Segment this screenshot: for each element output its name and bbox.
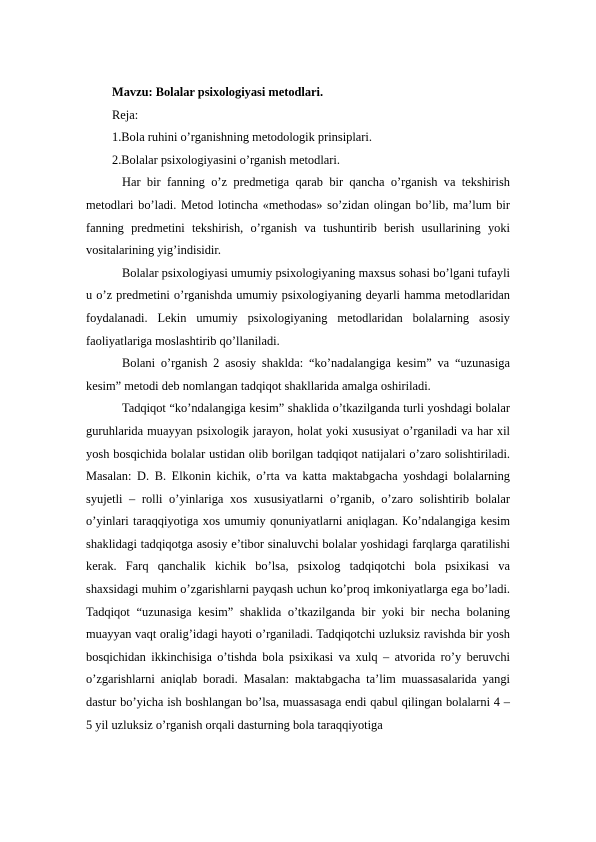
paragraph: Tadqiqot “ko’ndalangiga kesim” shaklida o’tkazilganda turli yoshdagi bolalar guruhlarida muayyan psixologik jarayon, holat yoki xususiyat o’rganiladi va har xil yosh bosqichida bolalar ustidan olib borilgan tadqiqot natijalari o’zaro solishtiriladi. Masalan: D. B. Elkonin kichik, o’rta va katta maktabgacha yoshdagi bolalarning syujetli – rolli o’yinlariga xos xususiyatlarni o’rganib, o’zaro solishtirib bolalar o’yinlari taraqqiyotiga xos umumiy qonuniyatlarni aniqlagan. Ko’ndalangiga kesim shaklidagi tadqiqotga asosiy e’tibor sinaluvchi bolalar yoshidagi farqlarga qaratilishi kerak. Farq qanchalik kichik bo’lsa, psixolog tadqiqotchi bola psixikasi va shaxsidagi muhim o’zgarishlarni payqash uchun ko’proq imkoniyatlarga ega bo’ladi. Tadqiqot “uzunasiga kesim” shaklida o’tkazilganda bir yoki bir necha bolaning muayyan vaqt oralig’idagi hayoti o’rganiladi. Tadqiqotchi uzluksiz ravishda bir yosh bosqichidan ikkinchisiga o’tishda bola psixikasi va xulq – atvorida ro’y beruvchi o’zgarishlarni aniqlab boradi. Masalan: maktabgacha ta’lim muassasalarida yangi dastur bo’yicha ish boshlangan bo’lsa, muassasaga endi qabul qilingan bolalarni 4 – 5 yil uzluksiz o’rganish orqali dasturning bola taraqqiyotiga (86, 401, 510, 732)
paragraph: Bolani o’rganish 2 asosiy shaklda: “ko’nadalangiga kesim” va “uzunasiga kesim” metodi deb nomlangan tadqiqot shakllarida amalga oshiriladi. (86, 356, 510, 393)
plan-item: 2.Bolalar psixologiyasini o’rganish metodlari. (112, 152, 340, 167)
paragraph: Bolalar psixologiyasi umumiy psixologiyaning maxsus sohasi bo’lgani tufayli u o’z predmetini o’rganishda umumiy psixologiyaning deyarli hamma metodlaridan foydalanadi. Lekin umumiy psixologiyaning metodlaridan bolalarning asosiy faoliyatlariga moslashtirib qo’llaniladi. (86, 265, 510, 348)
body-text (86, 171, 510, 736)
document-page (86, 81, 510, 736)
plan-label: Reja: (112, 107, 139, 122)
plan-item: 1.Bola ruhini o’rganishning metodologik prinsiplari. (112, 130, 372, 145)
paragraph: Har bir fanning o’z predmetiga qarab bir qancha o’rganish va tekshirish metodlari bo’ladi. Metod lotincha «methodas» so’zidan olingan bo’lib, ma’lum bir fanning predmetini tekshirish, o’rganish va tushuntirib berish usullarining yoki vositalarining yig’indisidir. (86, 175, 510, 258)
document-title: Mavzu: Bolalar psixologiyasi metodlari. (112, 85, 324, 99)
